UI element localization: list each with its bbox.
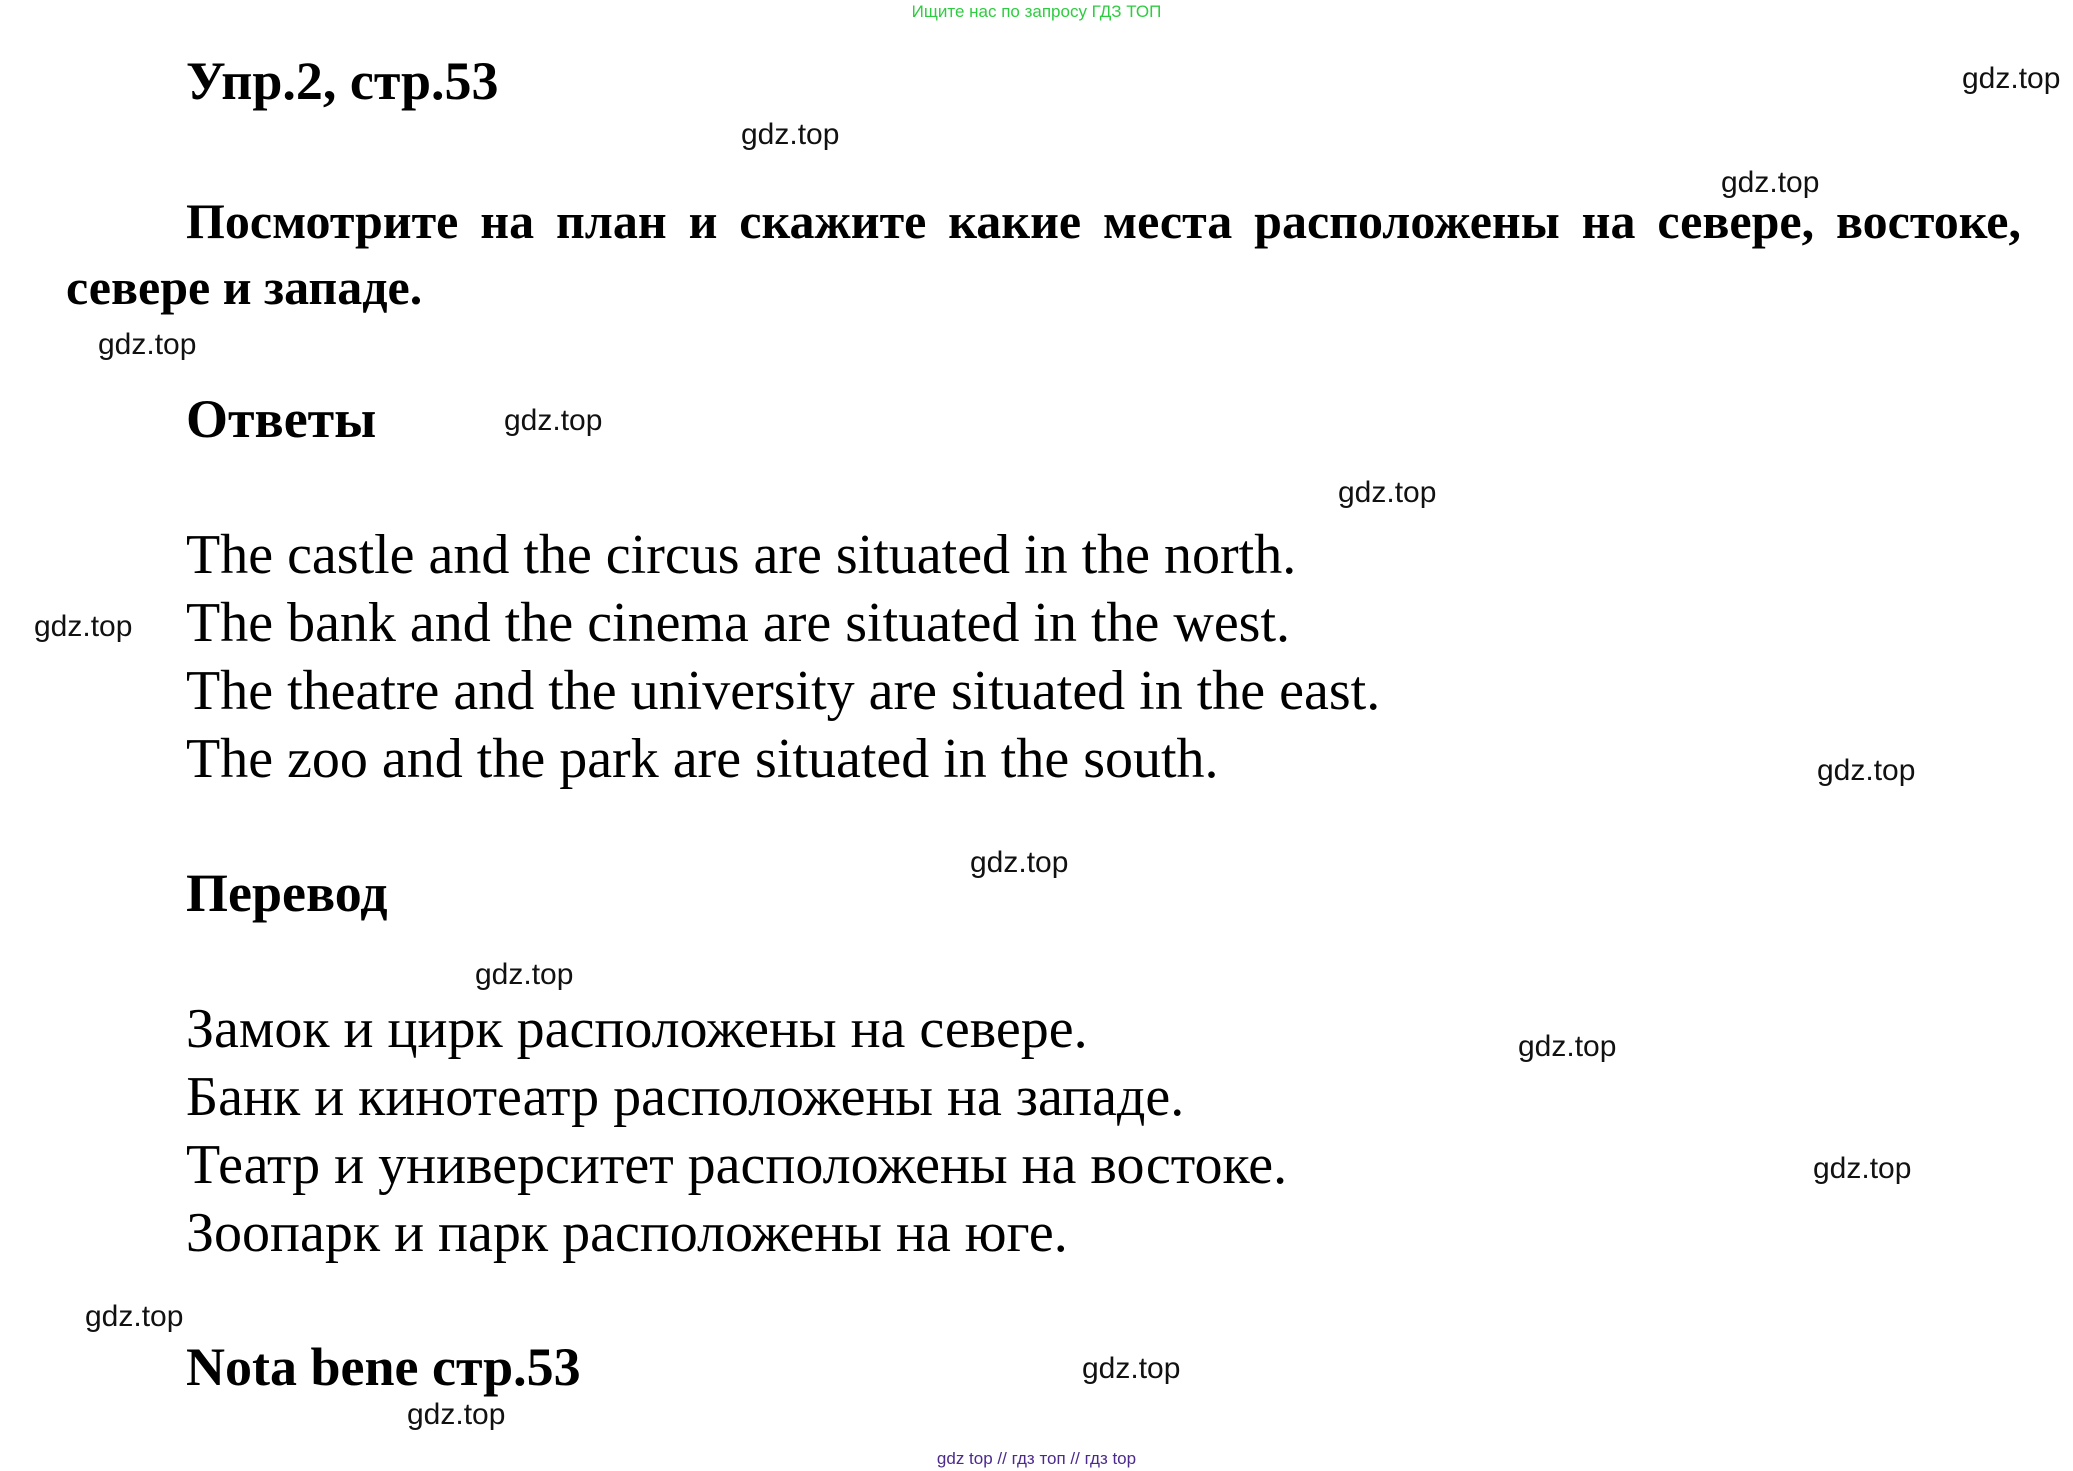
search-banner[interactable]: Ищите нас по запросу ГДЗ ТОП — [911, 2, 1162, 21]
watermark: gdz.top — [85, 1300, 184, 1333]
translation-line-2: Банк и кинотеатр расположены на западе. — [186, 1066, 1185, 1128]
watermark: gdz.top — [98, 328, 197, 361]
watermark: gdz.top — [1817, 754, 1916, 787]
nota-bene-heading: Nota bene стр.53 — [186, 1337, 581, 1397]
watermark: gdz.top — [1518, 1030, 1617, 1063]
watermark: gdz.top — [1962, 62, 2061, 95]
footer-links[interactable]: gdz top // гдз топ // гдз top — [936, 1449, 1137, 1468]
translation-line-1: Замок и цирк расположены на севере. — [186, 998, 1088, 1060]
translation-line-3: Театр и университет расположены на востоке. — [186, 1134, 1288, 1196]
watermark: gdz.top — [34, 610, 133, 643]
watermark: gdz.top — [1338, 476, 1437, 509]
watermark: gdz.top — [407, 1398, 506, 1431]
watermark: gdz.top — [1721, 166, 1820, 199]
answers-heading: Ответы — [186, 389, 377, 449]
exercise-instruction: Посмотрите на план и скажите какие места расположены на севере, востоке, севере и западе. — [66, 193, 2021, 315]
answer-line-1: The castle and the circus are situated in the north. — [186, 524, 1297, 586]
watermark: gdz.top — [1082, 1352, 1181, 1385]
watermark: gdz.top — [741, 118, 840, 151]
watermark: gdz.top — [475, 958, 574, 991]
watermark: gdz.top — [970, 846, 1069, 879]
watermark: gdz.top — [1813, 1152, 1912, 1185]
translation-heading: Перевод — [186, 863, 388, 923]
watermark: gdz.top — [504, 404, 603, 437]
answer-line-3: The theatre and the university are situated in the east. — [186, 660, 1381, 722]
answer-line-2: The bank and the cinema are situated in the west. — [186, 592, 1291, 654]
exercise-title: Упр.2, стр.53 — [186, 51, 499, 111]
translation-line-4: Зоопарк и парк расположены на юге. — [186, 1202, 1068, 1264]
answer-line-4: The zoo and the park are situated in the south. — [186, 728, 1219, 790]
